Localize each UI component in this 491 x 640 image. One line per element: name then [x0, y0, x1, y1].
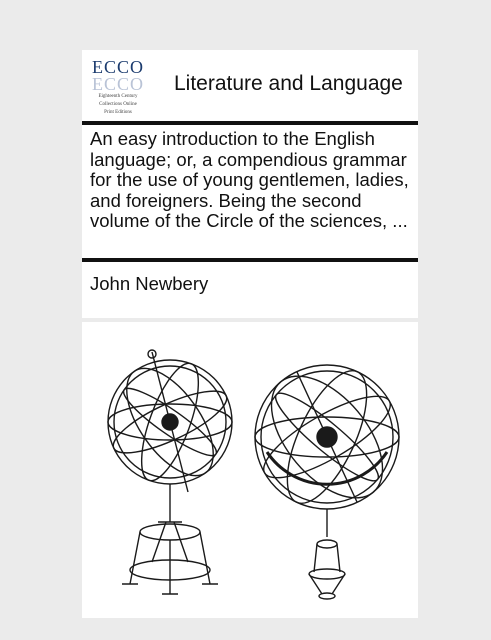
logo-mark-top: ECCO [91, 57, 144, 77]
left-armillary-sphere [106, 350, 234, 594]
armillary-spheres-illustration [82, 322, 418, 618]
title-band [82, 125, 418, 258]
right-armillary-sphere [250, 356, 404, 599]
logo-line2: Collections Online [99, 102, 137, 107]
logo-line3: Print Editions [104, 110, 132, 115]
book-title: An easy introduction to the English language; or, a compendious grammar for the use of young gentlemen, ladies, and foreigners. Being the second volume of the Circle of the sciences, ... [90, 128, 409, 231]
author-band [82, 262, 418, 318]
category-label: Literature and Language [174, 72, 403, 95]
book-author: John Newbery [90, 273, 209, 294]
ecco-logo [88, 58, 148, 116]
logo-mark-bottom: ECCO [91, 74, 144, 94]
logo-line1: Eighteenth Century [98, 94, 138, 99]
illustration-panel [82, 322, 418, 618]
book-cover [82, 50, 418, 618]
header-band [82, 50, 418, 121]
